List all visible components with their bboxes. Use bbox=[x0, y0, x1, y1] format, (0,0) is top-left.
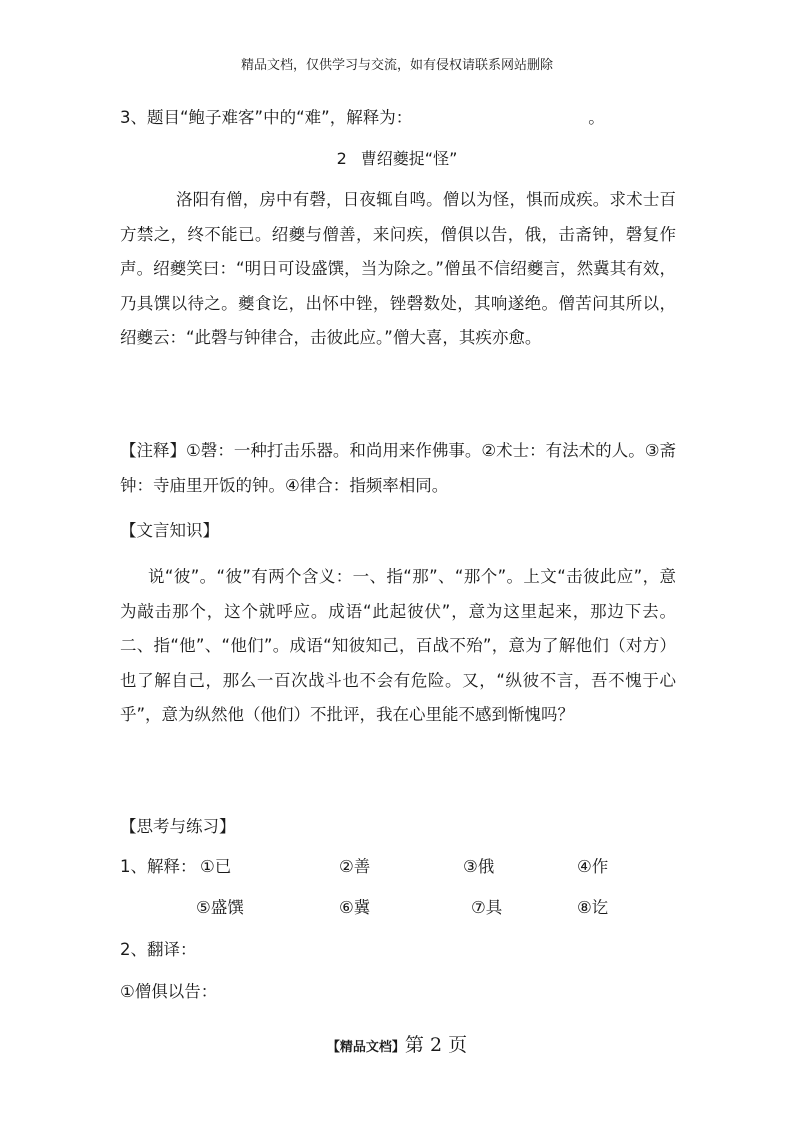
practice-q2-label: 2、翻译： bbox=[120, 940, 197, 959]
practice-item: ③俄 bbox=[463, 857, 495, 876]
section-title-text: 曹绍夔捉“怪” bbox=[360, 149, 458, 168]
practice-heading: 【思考与练习】 bbox=[120, 817, 236, 836]
question-3-text: 3、题目“鲍子难客”中的“难”，解释为： bbox=[120, 108, 413, 127]
practice-item: ①已 bbox=[200, 857, 232, 876]
notes-block bbox=[120, 434, 676, 503]
knowledge-text: 说“彼”。“彼”有两个含义：一、指“那”、“那个”。上文“击彼此应”，意为敲击那个，这个就呼应。成语“此起彼伏”，意为这里起来，那边下去。二、指“他”、“他们”。成语“知彼知己，百战不殆”，意为了解他们（对方）也了解自己，那么一百次战斗也不会有危险。又，“纵彼不言，吾不愧于心乎”，意为纵然他（他们）不批评，我在心里能不感到惭愧吗？ bbox=[120, 567, 676, 725]
footer-prefix: 【精品文档】 bbox=[326, 1040, 405, 1055]
practice-item: ⑥冀 bbox=[339, 898, 371, 917]
practice-item: ⑤盛馔 bbox=[196, 898, 244, 917]
practice-item: ⑦具 bbox=[471, 898, 503, 917]
page-footer bbox=[0, 1032, 794, 1061]
practice-q1-label: 1、解释： bbox=[120, 857, 197, 876]
page-number: 第 2 页 bbox=[404, 1034, 468, 1056]
question-3-end: 。 bbox=[588, 108, 605, 127]
knowledge-paragraph bbox=[120, 560, 676, 733]
section-title bbox=[0, 148, 794, 170]
page-header: 精品文档，仅供学习与交流，如有侵权请联系网站删除 bbox=[240, 58, 553, 73]
notes-paragraph bbox=[120, 434, 676, 503]
practice-item: ②善 bbox=[339, 857, 371, 876]
notes-text: ①磬：一种打击乐器。和尚用来作佛事。②术士：有法术的人。③斋钟：寺庙里开饭的钟。④律合：指频率相同。 bbox=[120, 441, 676, 495]
practice-item: ⑧讫 bbox=[577, 898, 609, 917]
story-paragraph bbox=[120, 183, 676, 356]
practice-item: ④作 bbox=[577, 857, 609, 876]
section-number: 2 bbox=[336, 149, 347, 168]
story-text: 洛阳有僧，房中有磬，日夜辄自鸣。僧以为怪，惧而成疾。求术士百方禁之，终不能已。绍夔与僧善，来问疾，僧俱以告，俄，击斋钟，磬复作声。绍夔笑曰：“明日可设盛馔，当为除之。”僧虽不信绍夔言，然冀其有效，乃具馔以待之。夔食讫，出怀中锉，锉磬数处，其响遂绝。僧苦问其所以，绍夔云：“此磬与钟律合，击彼此应。”僧大喜，其疾亦愈。 bbox=[120, 190, 676, 348]
notes-label: 【注释】 bbox=[120, 441, 187, 460]
knowledge-heading: 【文言知识】 bbox=[120, 521, 219, 540]
practice-q2-sub1: ①僧俱以告： bbox=[120, 982, 218, 1001]
question-3 bbox=[120, 107, 605, 129]
